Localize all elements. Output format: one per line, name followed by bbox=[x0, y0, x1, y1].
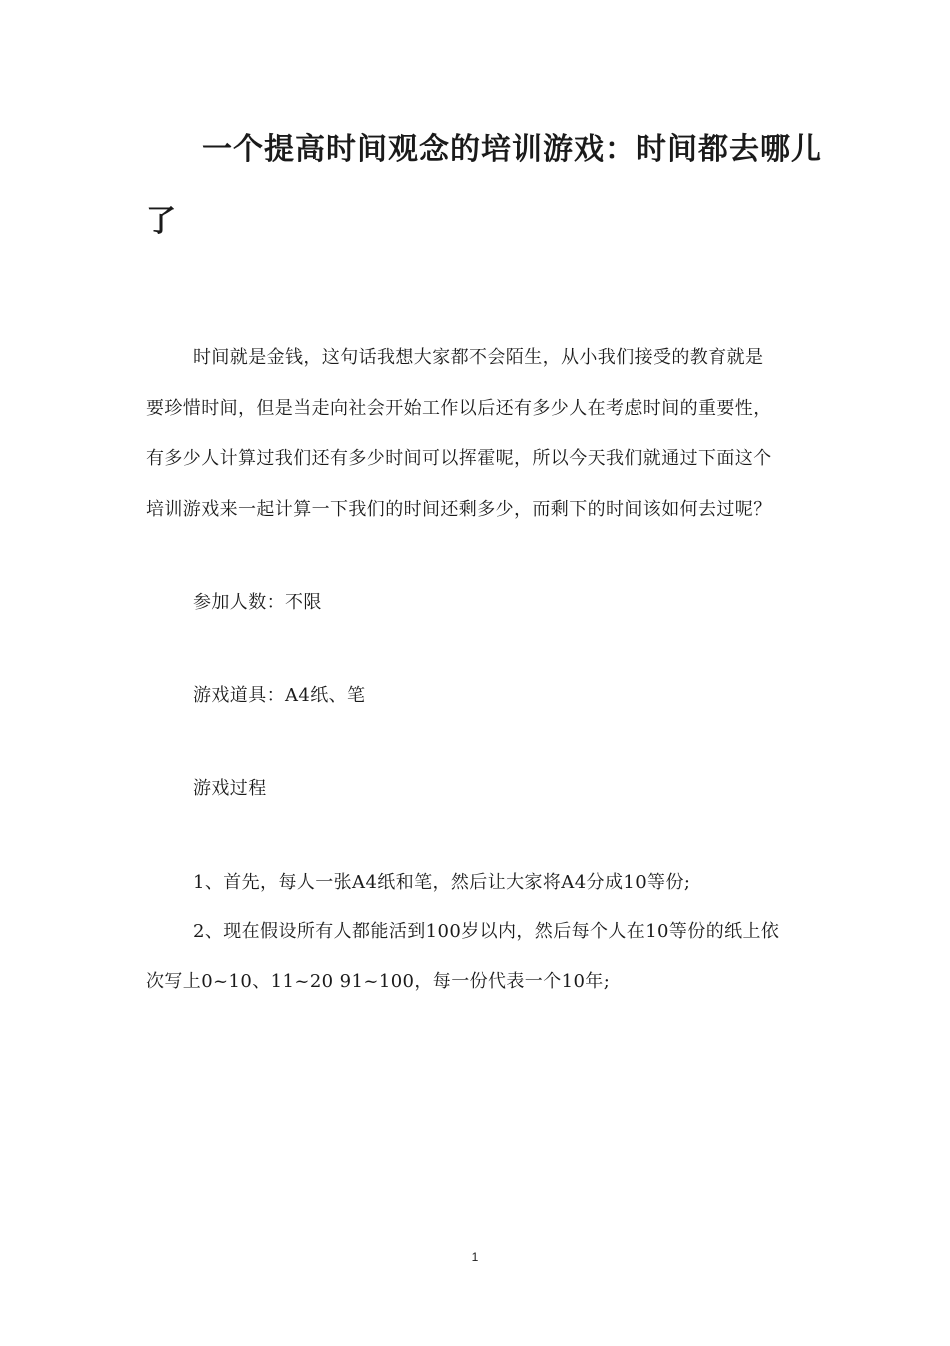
intro-line-4: 培训游戏来一起计算一下我们的时间还剩多少，而剩下的时间该如何去过呢？ bbox=[146, 499, 772, 520]
process-heading: 游戏过程 bbox=[193, 778, 267, 799]
step-line-2: 2、现在假设所有人都能活到100岁以内，然后每个人在10等份的纸上依 bbox=[193, 921, 780, 942]
intro-line-3: 有多少人计算过我们还有多少时间可以挥霍呢，所以今天我们就通过下面这个 bbox=[146, 448, 772, 469]
intro-line-1: 时间就是金钱，这句话我想大家都不会陌生，从小我们接受的教育就是 bbox=[193, 347, 764, 368]
page-number: 1 bbox=[471, 1250, 479, 1264]
step-line-1: 1、首先，每人一张A4纸和笔，然后让大家将A4分成10等份; bbox=[193, 872, 691, 893]
step-line-3: 次写上0~10、11~20 91~100，每一份代表一个10年; bbox=[146, 971, 611, 992]
document-title-line-2: 了 bbox=[146, 204, 177, 239]
props-line: 游戏道具：A4纸、笔 bbox=[193, 685, 366, 706]
intro-line-2: 要珍惜时间，但是当走向社会开始工作以后还有多少人在考虑时间的重要性， bbox=[146, 398, 772, 419]
document-title-line-1: 一个提高时间观念的培训游戏：时间都去哪儿 bbox=[202, 132, 822, 167]
participants-line: 参加人数：不限 bbox=[193, 592, 322, 613]
